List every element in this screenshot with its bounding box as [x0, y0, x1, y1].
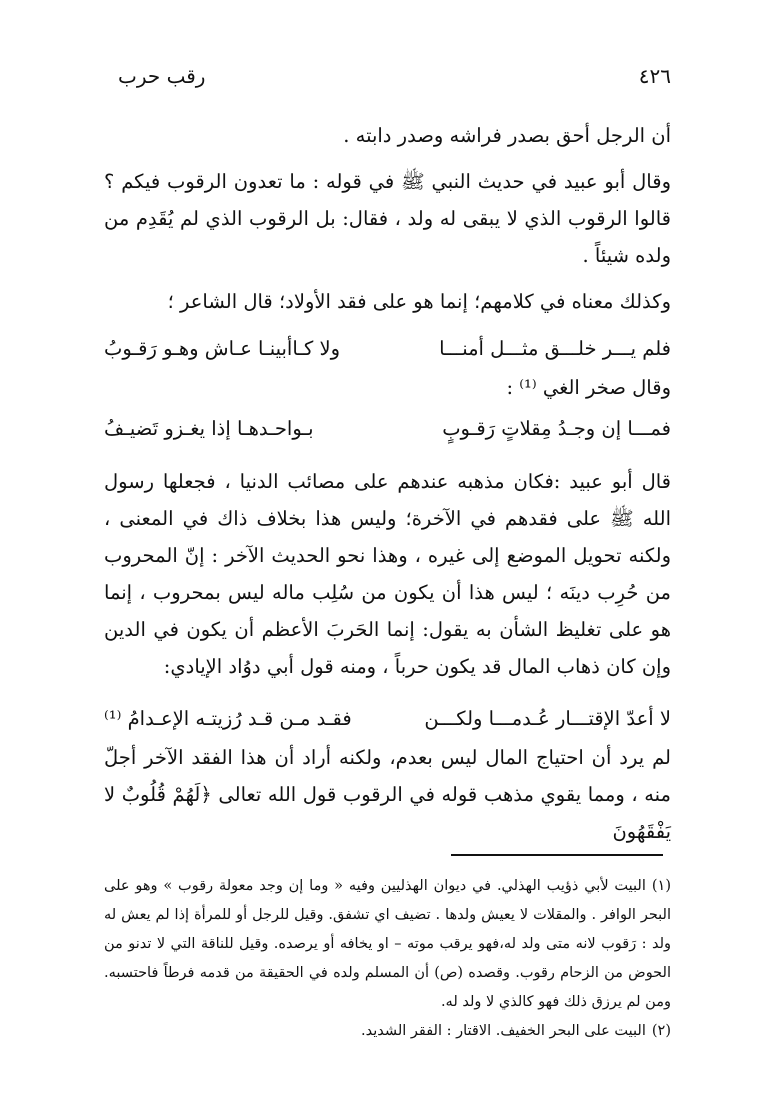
- footnote-text: البيت لأبي ذؤيب الهذلي. في ديوان الهذليين وفيه « وما إن وجد معولة رقوب » وهو على البحر الوافر . والمقلات لا يعيش ولدها . تضيف اي تشفق. وقيل للرجل أو للمرأة إذا لم يعش له ولد : رَقوب لانه متى ولد له،فهو يرقب موته – او يخافه أو يرصده. وقيل للناقة التي لا تدنو من الحوض من الزحام رقوب. وقصده (ص) أن المسلم ولده في الحقيقة من قدمه فرطاً فاحتسبه. ومن لم يرزق ذلك فهو كالذي لا ولد له.: [104, 878, 671, 1010]
- main-text: [104, 117, 671, 859]
- footnote-number: (١): [651, 878, 671, 894]
- verse-first-hemistich: فلم يـــر خلـــق مثـــل أمنـــا: [439, 337, 671, 360]
- verse-second-hemistich: ولا كـاأبينـا عـاش وهـو رَقـوبُ: [104, 337, 340, 360]
- paragraph: أن الرجل أحق بصدر فراشه وصدر دابته .: [343, 124, 671, 147]
- verse-first-hemistich: لا أعدّ الإقتـــار عُـدمـــا ولكـــن: [424, 707, 671, 730]
- poetry-verse: [104, 699, 671, 739]
- paragraph: وقال أبو عبيد في حديث النبي ﷺ في قوله : ما تعدون الرقوب فيكم ؟ قالوا الرقوب الذي لا يبقى له ولد ، فقال: بل الرقوب الذي لم يُقَدِم من ولده شيئاً .: [104, 170, 671, 267]
- page-header: [118, 64, 671, 92]
- footnote: [104, 872, 671, 1017]
- footnotes: [104, 872, 671, 1046]
- paragraph: قال أبو عبيد :فكان مذهبه عندهم على مصائب الدنيا ، فجعلها رسول الله ﷺ على فقدهم في الآخرة؛ وليس هذا بخلاف ذاك في المعنى ، ولكنه تحويل الموضع إلى غيره ، وهذا نحو الحديث الآخر : إنّ المحروب من حُرِب دينَه ؛ ليس هذا أن يكون من سُلِب ماله ليس بمحروب ، إنما هو على تغليظ الشأن به يقول: إنما الحَربَ الأعظم أن يكون في الدين وإن كان ذهاب المال قد يكون حرباً ، ومنه قول أبي دوُاد الإيادي:: [104, 470, 671, 678]
- verse-first-hemistich: فمـــا إن وجـدُ مِقلاتٍ رَقـوبٍ: [442, 417, 671, 440]
- footnote-number: (٢): [651, 1023, 671, 1039]
- poetry-verse: [104, 329, 671, 369]
- footnote-separator: [451, 854, 663, 856]
- paragraph: وكذلك معناه في كلامهم؛ إنما هو على فقد الأولاد؛ قال الشاعر ؛: [167, 290, 671, 313]
- running-title: رقب حرب: [118, 64, 206, 88]
- verse-second-hemistich: فقـد مـن قـد رُزيتـه الإعـدامُ ⁽¹⁾: [104, 707, 352, 730]
- poetry-verse: [104, 409, 671, 449]
- page-number: ٤٢٦: [638, 64, 671, 88]
- verse-second-hemistich: بـواحـدهـا إذا يغـزو تَضيـفُ: [104, 417, 314, 440]
- verse-attribution: وقال صخر الغي ⁽¹⁾ :: [506, 376, 671, 399]
- footnote: [104, 1017, 671, 1046]
- footnote-text: البيت على البحر الخفيف. الاقتار : الفقر الشديد.: [361, 1023, 646, 1039]
- paragraph: لم يرد أن احتياج المال ليس بعدم، ولكنه أراد أن هذا الفقد الآخر أجلّ منه ، ومما يقوي مذهب قوله في الرقوب قول الله تعالى ﴿لَهُمْ قُلُوبٌ لا يَفْقَهُونَ: [104, 746, 671, 843]
